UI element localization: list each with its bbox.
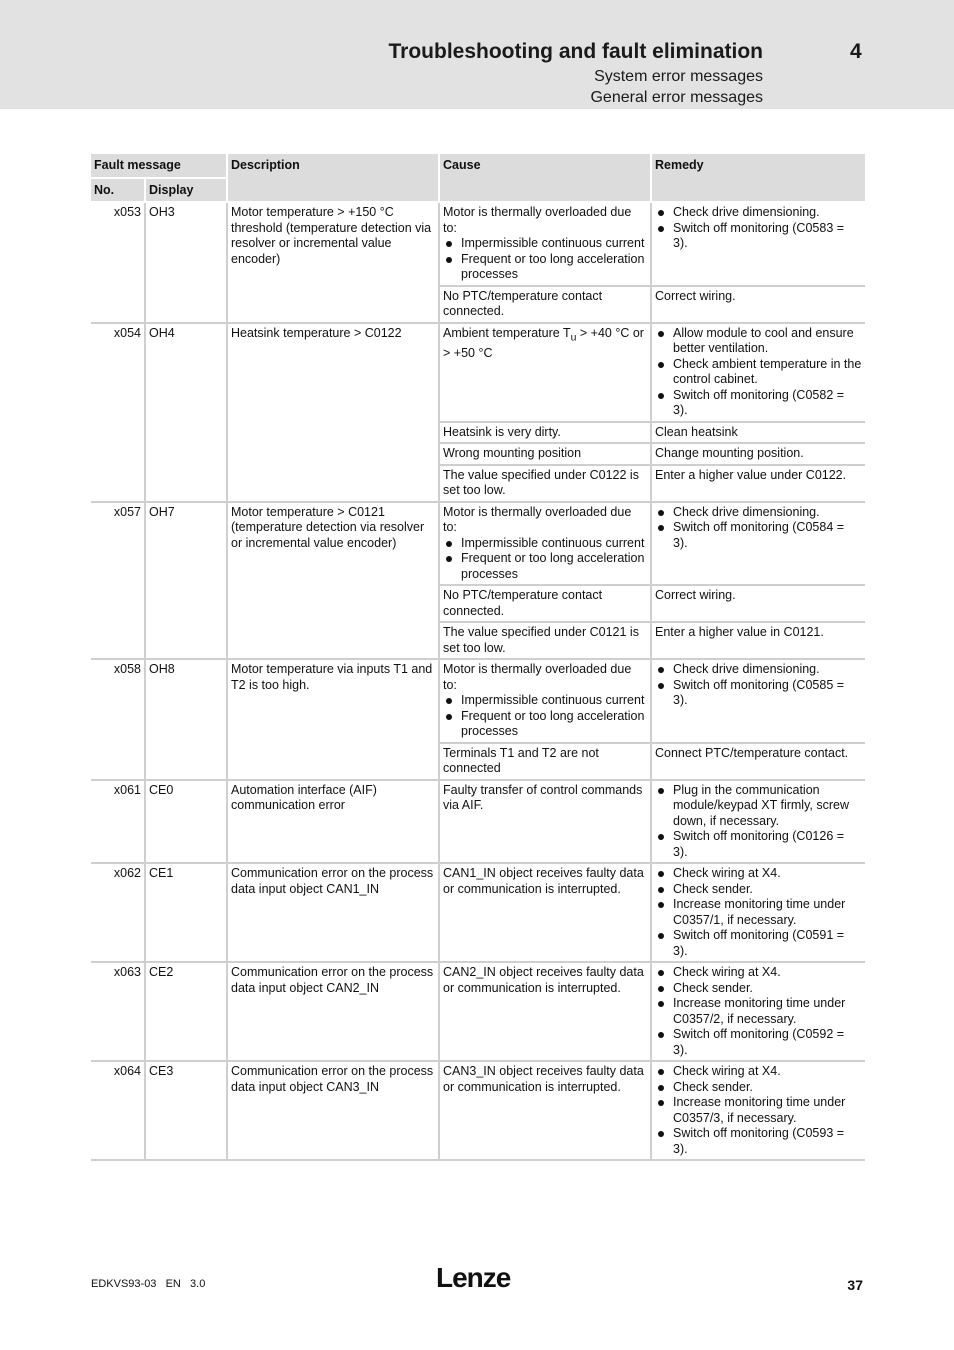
remedy-list-item: Check wiring at X4. bbox=[673, 965, 862, 981]
page-number: 37 bbox=[847, 1277, 863, 1293]
cause-cell bbox=[439, 962, 651, 1061]
cause-text: Ambient temperature T bbox=[443, 325, 571, 340]
cause-cell bbox=[439, 1061, 651, 1160]
remedy-cell bbox=[651, 422, 865, 444]
remedy-cell bbox=[651, 622, 865, 659]
table-row bbox=[91, 502, 865, 586]
cause-list-item: Impermissible continuous current bbox=[461, 536, 647, 552]
header-display: Display bbox=[145, 178, 227, 203]
cause-text: Faulty transfer of control commands via AIF. bbox=[443, 782, 643, 812]
remedy-list-item: Check wiring at X4. bbox=[673, 866, 862, 882]
cause-cell bbox=[439, 780, 651, 864]
fault-number: x054 bbox=[91, 323, 145, 502]
section-subtitle: System error messages bbox=[594, 68, 763, 85]
fault-display-code: CE0 bbox=[145, 780, 227, 864]
fault-table bbox=[91, 154, 865, 1161]
fault-description: Heatsink temperature > C0122 bbox=[227, 323, 439, 502]
fault-description: Communication error on the process data input object CAN2_IN bbox=[227, 962, 439, 1061]
cause-list-item: Frequent or too long acceleration processes bbox=[461, 252, 647, 283]
cause-text: Motor is thermally overloaded due to: bbox=[443, 504, 632, 534]
cause-cell bbox=[439, 863, 651, 962]
fault-number: x063 bbox=[91, 962, 145, 1061]
cause-cell bbox=[439, 443, 651, 465]
table-row bbox=[91, 323, 865, 422]
fault-description: Motor temperature > +150 °C threshold (temperature detection via resolver or incremental value encoder) bbox=[227, 202, 439, 323]
remedy-list-item: Check sender. bbox=[673, 882, 862, 898]
cause-subscript: u bbox=[570, 332, 577, 343]
header-remedy: Remedy bbox=[651, 154, 865, 202]
remedy-list-item: Switch off monitoring (C0583 = 3). bbox=[673, 221, 862, 252]
cause-text: CAN1_IN object receives faulty data or communication is interrupted. bbox=[443, 866, 644, 896]
fault-display-code: CE3 bbox=[145, 1061, 227, 1160]
table-row bbox=[91, 962, 865, 1061]
remedy-list bbox=[655, 326, 862, 419]
header-no: No. bbox=[91, 178, 145, 203]
header-band bbox=[0, 0, 954, 109]
fault-display-code: CE1 bbox=[145, 863, 227, 962]
cause-cell bbox=[439, 743, 651, 780]
remedy-list-item: Check drive dimensioning. bbox=[673, 505, 862, 521]
cause-cell bbox=[439, 502, 651, 586]
remedy-list-item: Check sender. bbox=[673, 1080, 862, 1096]
header-fault-message: Fault message bbox=[91, 154, 227, 178]
chapter-number: 4 bbox=[850, 40, 862, 63]
remedy-list-item: Switch off monitoring (C0592 = 3). bbox=[673, 1027, 862, 1058]
remedy-cell bbox=[651, 780, 865, 864]
remedy-list-item: Check wiring at X4. bbox=[673, 1064, 862, 1080]
remedy-list-item: Allow module to cool and ensure better ventilation. bbox=[673, 326, 862, 357]
remedy-text: Clean heatsink bbox=[655, 424, 738, 439]
table-row bbox=[91, 659, 865, 743]
cause-cell bbox=[439, 202, 651, 286]
cause-list-item: Frequent or too long acceleration processes bbox=[461, 551, 647, 582]
remedy-list-item: Check drive dimensioning. bbox=[673, 662, 862, 678]
fault-description: Motor temperature via inputs T1 and T2 is too high. bbox=[227, 659, 439, 780]
table-row bbox=[91, 1061, 865, 1160]
fault-display-code: OH4 bbox=[145, 323, 227, 502]
fault-display-code: CE2 bbox=[145, 962, 227, 1061]
remedy-text: Enter a higher value in C0121. bbox=[655, 625, 824, 639]
remedy-text: Connect PTC/temperature contact. bbox=[655, 745, 849, 760]
remedy-list bbox=[655, 1064, 862, 1157]
cause-text: Heatsink is very dirty. bbox=[443, 424, 561, 439]
remedy-cell bbox=[651, 863, 865, 962]
remedy-cell bbox=[651, 202, 865, 286]
fault-table-body bbox=[91, 202, 865, 1160]
remedy-list bbox=[655, 205, 862, 252]
fault-number: x057 bbox=[91, 502, 145, 660]
remedy-list bbox=[655, 866, 862, 959]
header-description: Description bbox=[227, 154, 439, 202]
remedy-list-item: Check sender. bbox=[673, 981, 862, 997]
cause-cell bbox=[439, 585, 651, 622]
cause-text: CAN3_IN object receives faulty data or communication is interrupted. bbox=[443, 1064, 644, 1094]
remedy-list-item: Switch off monitoring (C0585 = 3). bbox=[673, 678, 862, 709]
remedy-list bbox=[655, 662, 862, 709]
remedy-list-item: Switch off monitoring (C0593 = 3). bbox=[673, 1126, 862, 1157]
cause-list-item: Impermissible continuous current bbox=[461, 236, 647, 252]
page-title: Troubleshooting and fault elimination bbox=[388, 40, 763, 63]
remedy-list-item: Plug in the communication module/keypad XT firmly, screw down, if necessary. bbox=[673, 783, 862, 830]
remedy-list-item: Check drive dimensioning. bbox=[673, 205, 862, 221]
cause-list-item: Impermissible continuous current bbox=[461, 693, 647, 709]
remedy-cell bbox=[651, 465, 865, 502]
table-row bbox=[91, 863, 865, 962]
cause-text: CAN2_IN object receives faulty data or communication is interrupted. bbox=[443, 965, 644, 995]
remedy-list-item: Check ambient temperature in the control cabinet. bbox=[673, 356, 862, 386]
fault-number: x053 bbox=[91, 202, 145, 323]
remedy-cell bbox=[651, 743, 865, 780]
cause-text: Terminals T1 and T2 are not connected bbox=[443, 745, 599, 775]
cause-text: The value specified under C0122 is set too low. bbox=[443, 467, 639, 497]
brand-logo: Lenze bbox=[436, 1262, 511, 1293]
table-row bbox=[91, 780, 865, 864]
cause-list bbox=[443, 693, 647, 740]
fault-number: x062 bbox=[91, 863, 145, 962]
fault-description: Communication error on the process data input object CAN3_IN bbox=[227, 1061, 439, 1160]
remedy-list-item: Switch off monitoring (C0126 = 3). bbox=[673, 829, 862, 860]
remedy-list-item: Increase monitoring time under C0357/2, if necessary. bbox=[673, 996, 862, 1027]
cause-text-rest: > +40 °C or > +50 °C bbox=[443, 325, 644, 360]
cause-text: Motor is thermally overloaded due to: bbox=[443, 205, 632, 235]
remedy-cell bbox=[651, 962, 865, 1061]
cause-list bbox=[443, 236, 647, 283]
remedy-cell bbox=[651, 286, 865, 323]
document-id: EDKVS93-03 EN 3.0 bbox=[91, 1278, 206, 1290]
fault-description: Motor temperature > C0121 (temperature detection via resolver or incremental value encoder) bbox=[227, 502, 439, 660]
remedy-list bbox=[655, 783, 862, 861]
fault-display-code: OH3 bbox=[145, 202, 227, 323]
remedy-list-item: Switch off monitoring (C0582 = 3). bbox=[673, 388, 862, 419]
remedy-cell bbox=[651, 323, 865, 422]
fault-number: x058 bbox=[91, 659, 145, 780]
remedy-text: Change mounting position. bbox=[655, 446, 804, 460]
table-row bbox=[91, 202, 865, 286]
remedy-list-item: Increase monitoring time under C0357/1, if necessary. bbox=[673, 897, 862, 928]
fault-description: Communication error on the process data input object CAN1_IN bbox=[227, 863, 439, 962]
fault-number: x061 bbox=[91, 780, 145, 864]
cause-cell bbox=[439, 622, 651, 659]
cause-list bbox=[443, 536, 647, 583]
remedy-list bbox=[655, 505, 862, 552]
fault-number: x064 bbox=[91, 1061, 145, 1160]
cause-text: No PTC/temperature contact connected. bbox=[443, 588, 603, 618]
cause-text: The value specified under C0121 is set too low. bbox=[443, 625, 639, 655]
subsection-subtitle: General error messages bbox=[590, 89, 763, 106]
remedy-list-item: Increase monitoring time under C0357/3, if necessary. bbox=[673, 1095, 862, 1126]
fault-description: Automation interface (AIF) communication error bbox=[227, 780, 439, 864]
remedy-list bbox=[655, 965, 862, 1058]
fault-display-code: OH7 bbox=[145, 502, 227, 660]
remedy-cell bbox=[651, 1061, 865, 1160]
fault-display-code: OH8 bbox=[145, 659, 227, 780]
cause-cell bbox=[439, 286, 651, 323]
cause-cell bbox=[439, 323, 651, 422]
remedy-list-item: Switch off monitoring (C0591 = 3). bbox=[673, 928, 862, 959]
cause-text: Wrong mounting position bbox=[443, 446, 582, 460]
cause-cell bbox=[439, 659, 651, 743]
cause-cell bbox=[439, 465, 651, 502]
cause-cell bbox=[439, 422, 651, 444]
remedy-cell bbox=[651, 443, 865, 465]
remedy-text: Correct wiring. bbox=[655, 588, 736, 602]
cause-text: Motor is thermally overloaded due to: bbox=[443, 662, 632, 692]
header-cause: Cause bbox=[439, 154, 651, 202]
remedy-cell bbox=[651, 502, 865, 586]
remedy-cell bbox=[651, 585, 865, 622]
remedy-list-item: Switch off monitoring (C0584 = 3). bbox=[673, 520, 862, 551]
cause-list-item: Frequent or too long acceleration processes bbox=[461, 709, 647, 740]
remedy-cell bbox=[651, 659, 865, 743]
remedy-text: Correct wiring. bbox=[655, 288, 736, 303]
cause-text: No PTC/temperature contact connected. bbox=[443, 288, 603, 318]
remedy-text: Enter a higher value under C0122. bbox=[655, 467, 847, 482]
